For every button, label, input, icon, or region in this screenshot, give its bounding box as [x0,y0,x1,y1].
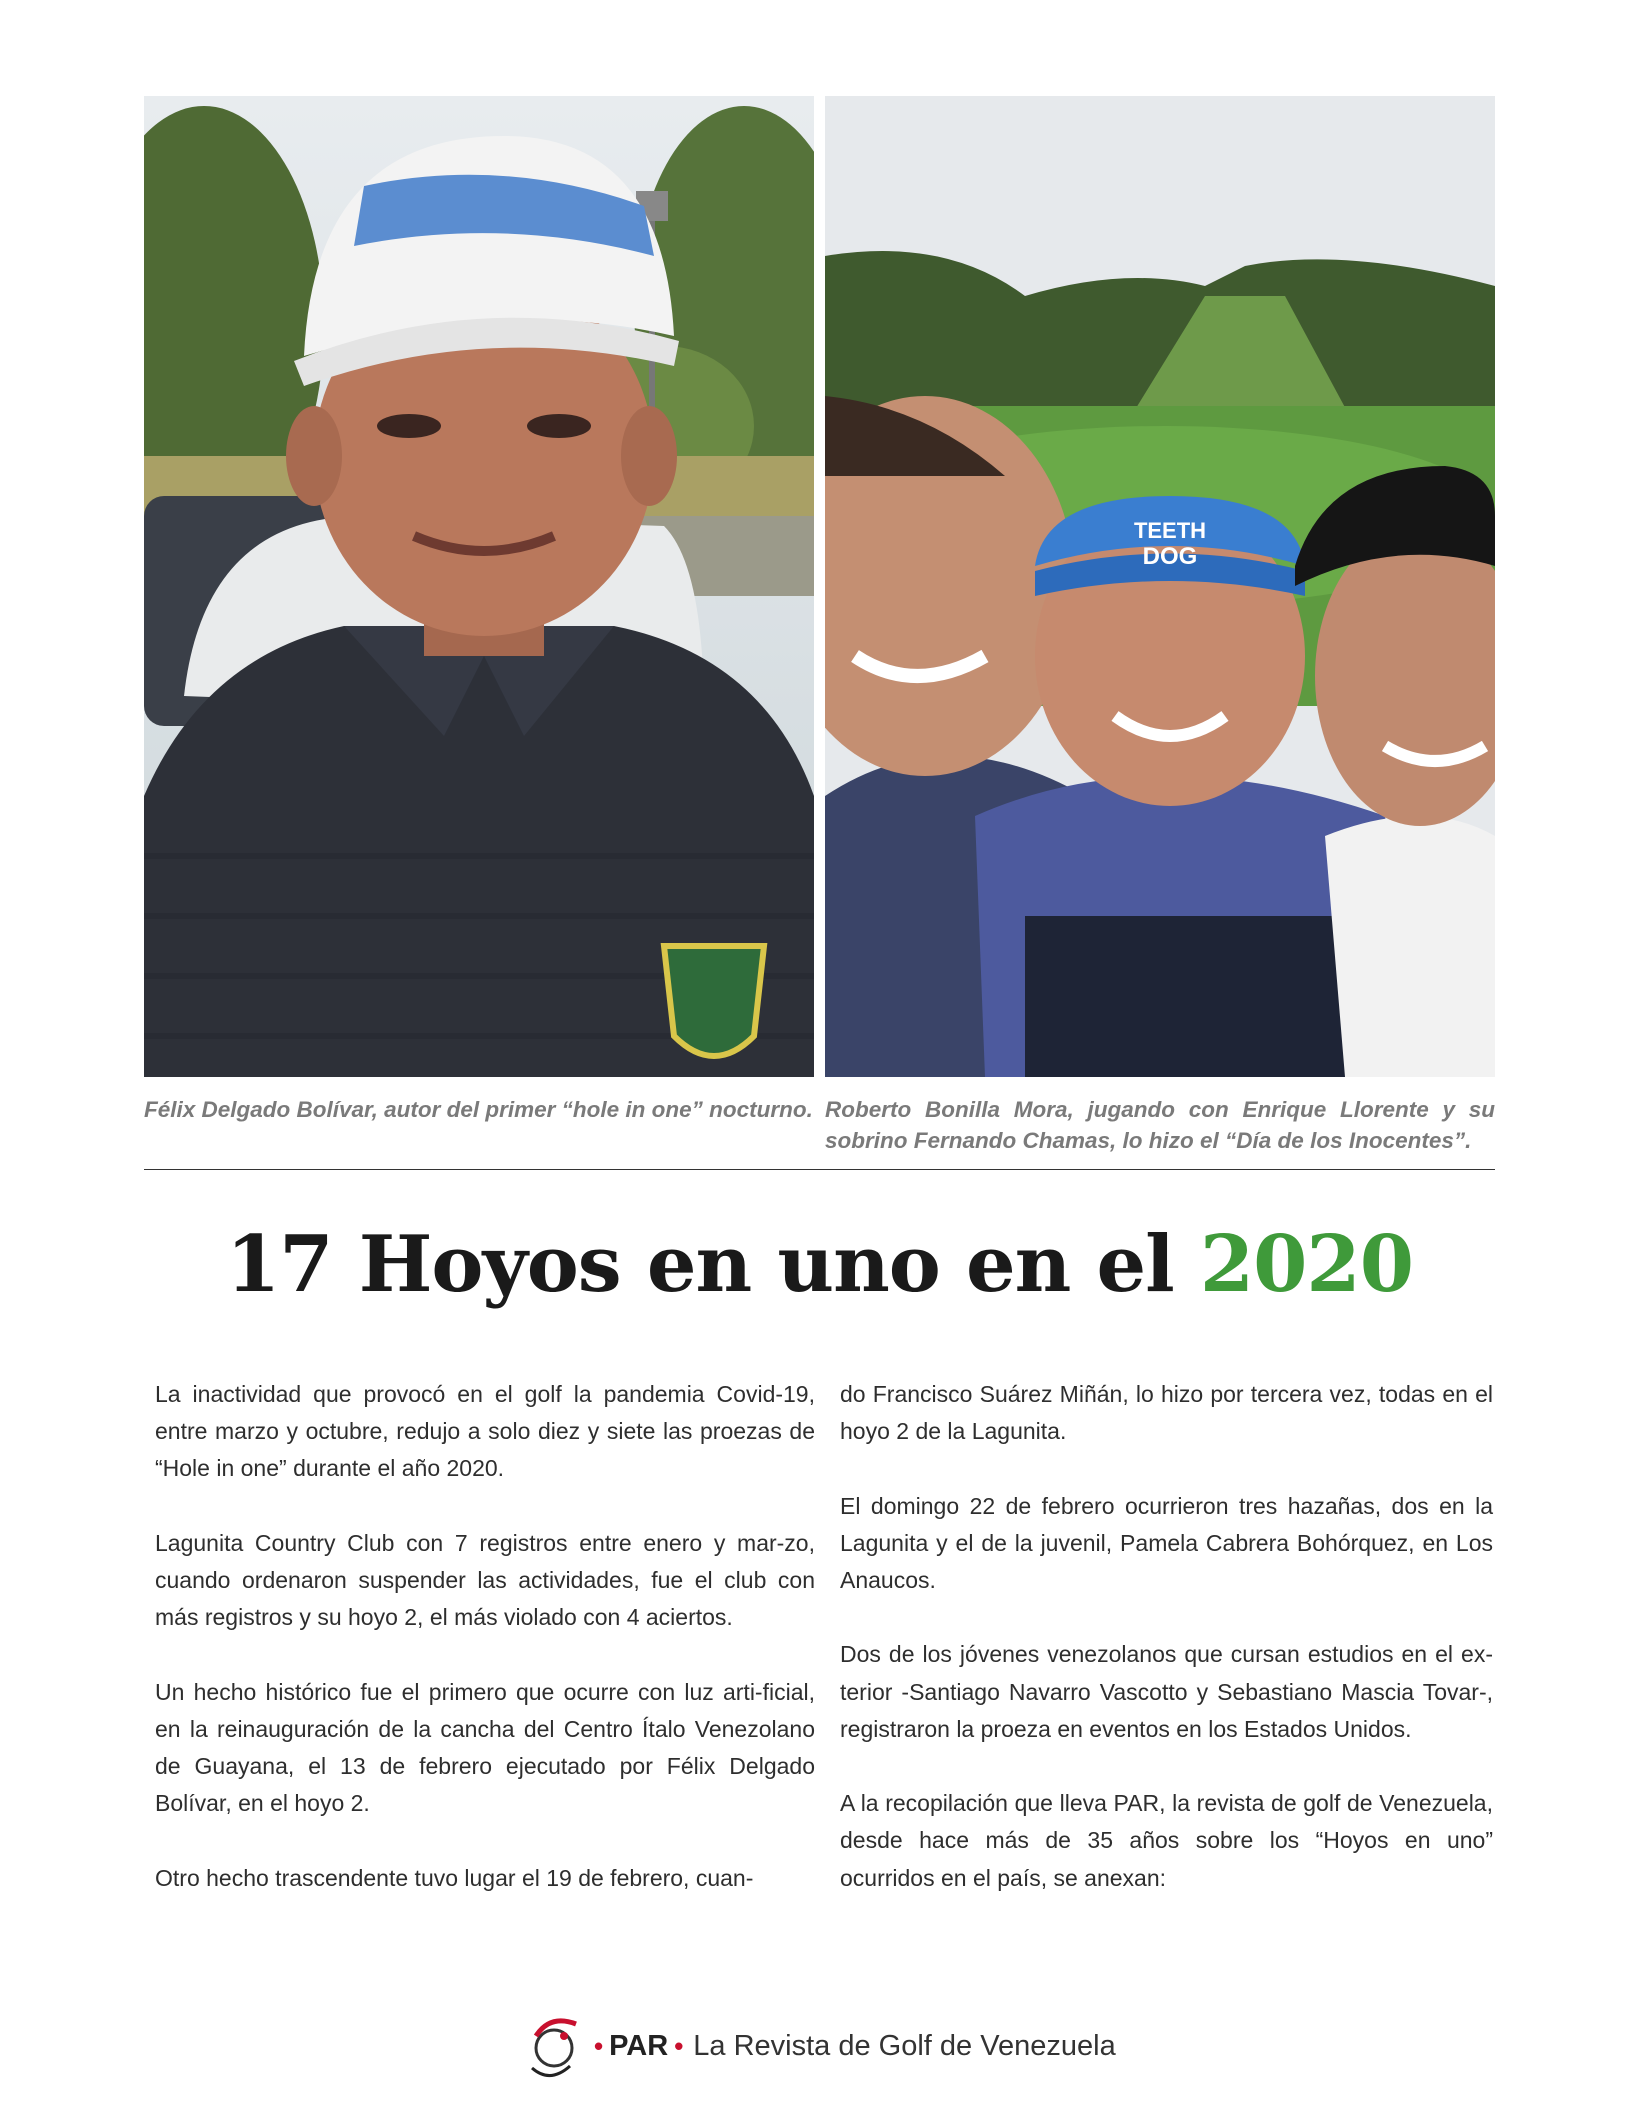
paragraph: La inactividad que provocó en el golf la pandemia Covid-19, entre marzo y octubre, redujo a solo diez y siete las proezas de “Hole in one” durante el año 2020. [155,1381,815,1482]
footer-tagline: La Revista de Golf de Venezuela [693,2029,1116,2062]
cap-text-dog: DOG [1142,543,1198,570]
paragraph: do Francisco Suárez Miñán, lo hizo por tercera vez, todas en el hoyo 2 de la Lagunita. [840,1381,1493,1445]
photo-felix-delgado [144,96,814,1077]
title-year: 2020 [1199,1219,1413,1310]
footer-brand: PAR [609,2029,669,2062]
article-column-right [840,1376,1493,1897]
divider-rule [144,1169,1495,1170]
paragraph: Otro hecho trascendente tuvo lugar el 19 de febrero, cuan- [155,1864,754,1891]
paragraph: Un hecho histórico fue el primero que ocurre con luz arti-ficial, en la reinauguración de la cancha del Centro Ítalo Venezolano de Guayana, el 13 de febrero ejecutado por Félix Delgado Bolívar, en el hoyo 2. [155,1678,815,1817]
page-title [144,1215,1495,1315]
caption-right: Roberto Bonilla Mora, jugando con Enrique Llorente y su sobrino Fernando Chamas, lo hizo el “Día de los Inocentes”. [825,1097,1495,1153]
paragraph: Dos de los jóvenes venezolanos que cursan estudios en el ex-terior -Santiago Navarro Vascotto y Sebastiano Mascia Tovar-, registraron la proeza en eventos en los Estados Unidos. [840,1641,1493,1742]
caption-left: Félix Delgado Bolívar, autor del primer “hole in one” nocturno. [144,1097,813,1122]
footer [520,2006,1120,2086]
portrait-photo [144,96,814,1077]
title-main: 17 Hoyos en uno en el [226,1219,1200,1310]
golf-ball-swirl-logo-icon [520,2006,588,2086]
paragraph: A la recopilación que lleva PAR, la revista de golf de Venezuela, desde hace más de 35 años sobre los “Hoyos en uno” ocurridos en el país, se anexan: [840,1790,1493,1891]
photo-roberto-bonilla [825,96,1495,1077]
footer-bullet: • [594,2030,604,2061]
paragraph: El domingo 22 de febrero ocurrieron tres hazañas, dos en la Lagunita y el de la juvenil, Pamela Cabrera Bohórquez, en Los Anaucos. [840,1492,1493,1593]
article-column-left [155,1376,815,1897]
cap-text-teeth: TEETH [1133,518,1207,543]
paragraph: Lagunita Country Club con 7 registros entre enero y mar-zo, cuando ordenaron suspender las actividades, fue el club con más registros y su hoyo 2, el más violado con 4 aciertos. [155,1529,815,1631]
footer-bullet-2: • [674,2030,684,2061]
group-selfie-photo [825,96,1495,1077]
